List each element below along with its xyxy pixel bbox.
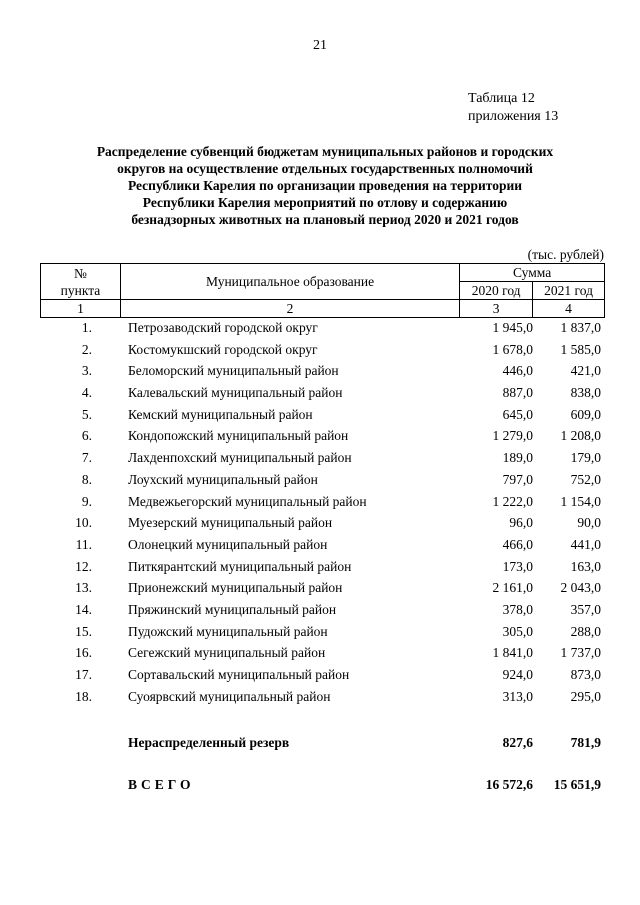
table-row bbox=[40, 578, 605, 600]
row-name: Сортавальский муниципальный район bbox=[128, 667, 350, 682]
header-num-line1: № bbox=[74, 265, 87, 281]
header-year-2020: 2020 год bbox=[460, 282, 533, 300]
title-line: Республики Карелия мероприятий по отлову и содержанию bbox=[142, 195, 508, 210]
reserve-row bbox=[40, 733, 605, 753]
col-number-3: 3 bbox=[460, 300, 533, 318]
row-value-2020: 466,0 bbox=[502, 536, 533, 552]
row-value-2021: 295,0 bbox=[570, 688, 601, 704]
row-name: Калевальский муниципальный район bbox=[128, 385, 343, 401]
document-title bbox=[60, 143, 590, 228]
header-num bbox=[41, 264, 121, 300]
table-body bbox=[40, 318, 605, 708]
table-ref-line2: приложения 13 bbox=[468, 109, 559, 124]
header-num-line2: пункта bbox=[60, 282, 101, 298]
row-num: 8. bbox=[81, 471, 92, 487]
col-number-1: 1 bbox=[41, 300, 121, 318]
row-num: 7. bbox=[81, 450, 92, 466]
table-ref-line1: Таблица 12 bbox=[468, 91, 535, 106]
grand-total-value-2020: 16 572,6 bbox=[485, 777, 533, 792]
row-num: 11. bbox=[75, 536, 92, 552]
row-value-2020: 1 945,0 bbox=[492, 320, 533, 335]
row-num: 3. bbox=[81, 363, 92, 379]
row-value-2021: 90,0 bbox=[577, 515, 601, 531]
row-value-2021: 1 737,0 bbox=[560, 645, 601, 661]
row-value-2021: 873,0 bbox=[570, 667, 601, 682]
row-num: 10. bbox=[75, 515, 92, 531]
title-line: округов на осуществление отдельных государственных полномочий bbox=[117, 161, 533, 176]
header-sum: Сумма bbox=[460, 264, 605, 282]
title-line: безнадзорных животных на плановый период 2020 и 2021 годов bbox=[131, 212, 519, 227]
row-value-2020: 2 161,0 bbox=[492, 580, 533, 596]
title-line: Распределение субвенций бюджетам муниципальных районов и городских bbox=[96, 144, 554, 159]
row-value-2020: 173,0 bbox=[502, 558, 533, 574]
table-row bbox=[40, 318, 605, 340]
table-row bbox=[40, 426, 605, 448]
table-row bbox=[40, 600, 605, 622]
row-num: 1. bbox=[81, 320, 92, 335]
row-name: Пудожский муниципальный район bbox=[128, 623, 328, 639]
row-num: 14. bbox=[75, 601, 92, 617]
row-value-2020: 446,0 bbox=[502, 363, 533, 379]
table-header bbox=[40, 263, 605, 318]
table-row bbox=[40, 405, 605, 427]
row-name: Питкярантский муниципальный район bbox=[128, 558, 352, 574]
table-row bbox=[40, 470, 605, 492]
row-name: Муезерский муниципальный район bbox=[128, 515, 333, 531]
table-row bbox=[40, 687, 605, 709]
row-value-2021: 441,0 bbox=[570, 536, 601, 552]
reserve-value-2021: 781,9 bbox=[570, 735, 601, 750]
row-value-2020: 924,0 bbox=[502, 667, 533, 682]
col-number-4: 4 bbox=[533, 300, 605, 318]
row-value-2021: 1 154,0 bbox=[560, 493, 601, 509]
row-value-2021: 421,0 bbox=[570, 363, 601, 379]
row-name: Костомукшский городской округ bbox=[128, 341, 318, 357]
row-value-2020: 1 841,0 bbox=[492, 645, 533, 661]
row-name: Лахденпохский муниципальный район bbox=[128, 450, 352, 466]
row-name: Сегежский муниципальный район bbox=[128, 645, 326, 661]
row-name: Медвежьегорский муниципальный район bbox=[128, 493, 367, 509]
table-row bbox=[40, 665, 605, 687]
row-num: 13. bbox=[75, 580, 92, 596]
col-number-2: 2 bbox=[120, 300, 459, 318]
row-value-2021: 1 208,0 bbox=[560, 428, 601, 444]
grand-total-row bbox=[40, 775, 605, 795]
row-num: 16. bbox=[75, 645, 92, 661]
row-value-2021: 179,0 bbox=[570, 450, 601, 466]
table-row bbox=[40, 361, 605, 383]
header-municipality: Муниципальное образование bbox=[120, 264, 459, 300]
row-num: 18. bbox=[75, 688, 92, 704]
row-value-2020: 378,0 bbox=[502, 601, 533, 617]
row-value-2021: 288,0 bbox=[570, 623, 601, 639]
row-value-2020: 797,0 bbox=[502, 471, 533, 487]
table-row bbox=[40, 340, 605, 362]
row-value-2021: 609,0 bbox=[570, 406, 601, 422]
row-name: Петрозаводский городской округ bbox=[128, 320, 318, 335]
row-num: 4. bbox=[81, 385, 92, 401]
table-row bbox=[40, 622, 605, 644]
table-row bbox=[40, 383, 605, 405]
units-label: (тыс. рублей) bbox=[527, 247, 604, 262]
row-value-2020: 1 678,0 bbox=[492, 341, 533, 357]
row-name: Прионежский муниципальный район bbox=[128, 580, 343, 596]
grand-total-value-2021: 15 651,9 bbox=[553, 777, 601, 792]
grand-total-label: ВСЕГО bbox=[128, 777, 195, 792]
row-num: 12. bbox=[75, 558, 92, 574]
table-row bbox=[40, 492, 605, 514]
row-value-2021: 1 585,0 bbox=[560, 341, 601, 357]
row-name: Беломорский муниципальный район bbox=[128, 363, 339, 379]
table-row bbox=[40, 643, 605, 665]
row-num: 6. bbox=[81, 428, 92, 444]
header-year-2021: 2021 год bbox=[533, 282, 605, 300]
table-row bbox=[40, 557, 605, 579]
table-reference bbox=[468, 90, 558, 126]
row-value-2021: 1 837,0 bbox=[560, 320, 601, 335]
title-line: Республики Карелия по организации проведения на территории bbox=[127, 178, 523, 193]
row-name: Кемский муниципальный район bbox=[128, 406, 313, 422]
row-name: Лоухский муниципальный район bbox=[128, 471, 318, 487]
row-value-2020: 1 222,0 bbox=[492, 493, 533, 509]
table-row bbox=[40, 448, 605, 470]
row-value-2021: 838,0 bbox=[570, 385, 601, 401]
row-num: 5. bbox=[81, 406, 92, 422]
row-value-2021: 163,0 bbox=[570, 558, 601, 574]
row-name: Кондопожский муниципальный район bbox=[128, 428, 349, 444]
table-row bbox=[40, 513, 605, 535]
row-value-2020: 96,0 bbox=[509, 515, 533, 531]
row-value-2020: 887,0 bbox=[502, 385, 533, 401]
row-value-2020: 1 279,0 bbox=[492, 428, 533, 444]
row-value-2021: 752,0 bbox=[570, 471, 601, 487]
reserve-value-2020: 827,6 bbox=[502, 735, 533, 750]
row-name: Суоярвский муниципальный район bbox=[128, 688, 331, 704]
row-num: 15. bbox=[75, 623, 92, 639]
row-num: 2. bbox=[81, 341, 92, 357]
row-num: 9. bbox=[81, 493, 92, 509]
row-value-2021: 357,0 bbox=[570, 601, 601, 617]
reserve-label: Нераспределенный резерв bbox=[128, 735, 290, 750]
row-value-2020: 189,0 bbox=[502, 450, 533, 466]
row-value-2020: 645,0 bbox=[502, 406, 533, 422]
row-value-2021: 2 043,0 bbox=[560, 580, 601, 596]
table-row bbox=[40, 535, 605, 557]
row-value-2020: 313,0 bbox=[502, 688, 533, 704]
row-value-2020: 305,0 bbox=[502, 623, 533, 639]
row-name: Пряжинский муниципальный район bbox=[128, 601, 337, 617]
page-number: 21 bbox=[313, 38, 327, 53]
row-num: 17. bbox=[75, 667, 92, 682]
row-name: Олонецкий муниципальный район bbox=[128, 536, 328, 552]
